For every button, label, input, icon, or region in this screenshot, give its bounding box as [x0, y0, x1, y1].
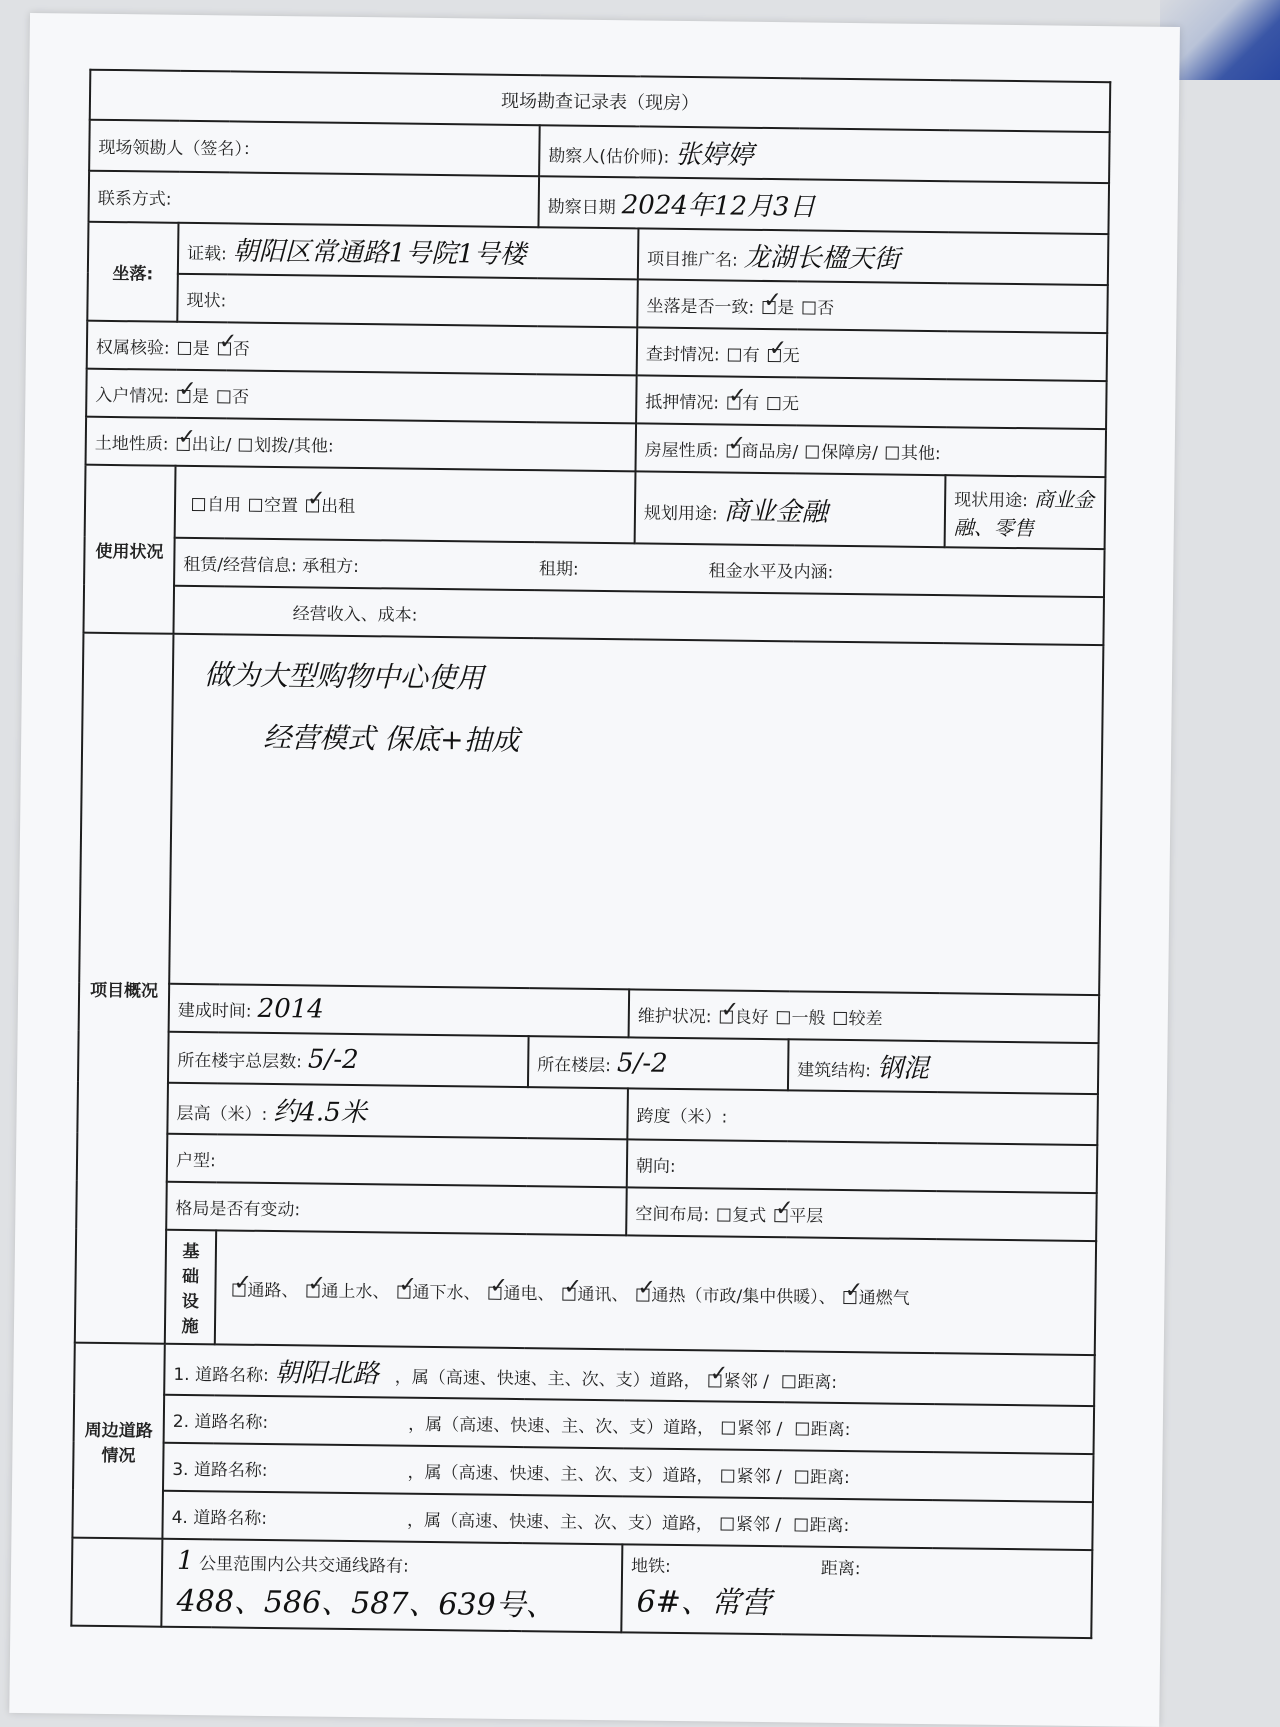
current-use-field[interactable]: 现状用途: 商业金融、零售: [945, 475, 1106, 549]
entry-field[interactable]: 入户情况:✓ 是 否: [86, 369, 637, 424]
usage-label: 使用状况: [83, 465, 175, 634]
mortgage-field[interactable]: 抵押情况:✓ 有 无: [636, 375, 1107, 429]
current-status-field[interactable]: 现状:: [177, 274, 638, 328]
mortgage-none-checkbox[interactable]: [767, 397, 780, 410]
form-title: 现场勘查记录表（现房）: [90, 70, 1111, 132]
subway-field[interactable]: 地铁: 距离: 6#、常营: [621, 1544, 1092, 1638]
floor-field[interactable]: 所在楼层: 5/-2: [528, 1036, 789, 1090]
planned-use-field[interactable]: 规划用途: 商业金融: [635, 471, 946, 547]
unit-type-field[interactable]: 户型:: [167, 1134, 628, 1188]
road-row[interactable]: 2. 道路名称: ，属（高速、快速、主、次、支）道路， 紧邻 / 距离:: [164, 1395, 1095, 1454]
lead-signature-field[interactable]: 现场领勘人（签名）：: [89, 120, 540, 176]
total-floors-field[interactable]: 所在楼宇总层数: 5/-2: [168, 1032, 529, 1087]
seal-field[interactable]: 查封情况: 有✓ 无: [637, 327, 1108, 381]
infra-drain-checkbox[interactable]: [397, 1285, 410, 1298]
transit-label-cell: [71, 1538, 162, 1627]
maint-poor-checkbox[interactable]: [833, 1011, 846, 1024]
infra-power-checkbox[interactable]: [488, 1286, 501, 1299]
maintenance-field[interactable]: 维护状况:✓ 良好 一般 较差: [629, 989, 1100, 1043]
contact-field[interactable]: 联系方式:: [88, 171, 539, 227]
layout-duplex-checkbox[interactable]: [717, 1208, 730, 1221]
survey-form-sheet: [9, 13, 1180, 1727]
ownership-yes-checkbox[interactable]: [178, 341, 191, 354]
house-other-checkbox[interactable]: [886, 446, 899, 459]
road3-adjacent-checkbox[interactable]: [722, 1469, 735, 1482]
structure-field[interactable]: 建筑结构: 钢混: [788, 1039, 1099, 1094]
house-nature-field[interactable]: 房屋性质:✓ 商品房/ 保障房/ 其他:: [635, 423, 1106, 477]
house-subsidized-checkbox[interactable]: [806, 445, 819, 458]
consistent-no-checkbox[interactable]: [802, 301, 815, 314]
maint-normal-checkbox[interactable]: [776, 1011, 789, 1024]
land-transfer-checkbox[interactable]: [176, 437, 189, 450]
span-field[interactable]: 跨度（米）:: [627, 1088, 1098, 1145]
road1-adjacent-checkbox[interactable]: [709, 1374, 722, 1387]
bus-lines-field[interactable]: 1 公里范围内公共交通线路有: 488、586、587、639号、: [161, 1539, 622, 1633]
road3-distance-checkbox[interactable]: [795, 1470, 808, 1483]
usage-vacant-checkbox[interactable]: [249, 498, 262, 511]
consistent-yes-checkbox[interactable]: [762, 300, 775, 313]
road-row[interactable]: 4. 道路名称: ，属（高速、快速、主、次、支）道路， 紧邻 / 距离:: [162, 1491, 1093, 1550]
house-commercial-checkbox[interactable]: [726, 444, 739, 457]
infra-gas-checkbox[interactable]: [844, 1291, 857, 1304]
road1-distance-checkbox[interactable]: [782, 1375, 795, 1388]
land-allocation-checkbox[interactable]: [239, 438, 252, 451]
infra-options[interactable]: ✓通路、✓ 通上水、✓ 通下水、✓ 通电、✓ 通讯、✓ 通热（市政/集中供暖）、✓ 通燃气: [215, 1230, 1096, 1355]
project-name-field[interactable]: 项目推广名: 龙湖长楹天街: [638, 228, 1109, 285]
infra-label: 基础设施: [165, 1230, 216, 1345]
seal-have-checkbox[interactable]: [728, 348, 741, 361]
usage-rented-checkbox[interactable]: [306, 499, 319, 512]
lease-info-field[interactable]: 租赁/经营信息: 承租方: 租期: 租金水平及内涵:: [174, 538, 1105, 597]
road-row[interactable]: 1. 道路名称: 朝阳北路 ，属（高速、快速、主、次、支）道路，✓ 紧邻 / 距离:: [164, 1344, 1095, 1406]
infra-telecom-checkbox[interactable]: [562, 1287, 575, 1300]
built-time-field[interactable]: 建成时间: 2014: [169, 984, 630, 1038]
overview-label: 项目概况: [75, 633, 174, 1344]
road2-distance-checkbox[interactable]: [796, 1422, 809, 1435]
seal-none-checkbox[interactable]: [768, 349, 781, 362]
ownership-no-checkbox[interactable]: [218, 342, 231, 355]
certificate-address-field[interactable]: 证载: 朝阳区常通路1号院1号楼: [178, 223, 639, 280]
layout-change-field[interactable]: 格局是否有变动:: [166, 1182, 627, 1236]
space-layout-field[interactable]: 空间布局: 复式✓ 平层: [626, 1187, 1097, 1241]
usage-self-checkbox[interactable]: [192, 497, 205, 510]
inspector-field[interactable]: 勘察人(估价师): 张婷婷: [539, 125, 1110, 183]
road2-adjacent-checkbox[interactable]: [722, 1421, 735, 1434]
location-consistency-field[interactable]: 坐落是否一致:✓ 是 否: [637, 279, 1108, 333]
survey-form: [70, 69, 1109, 1639]
mortgage-have-checkbox[interactable]: [727, 396, 740, 409]
usage-options[interactable]: 自用 空置✓ 出租: [175, 466, 636, 544]
infra-road-checkbox[interactable]: [232, 1283, 245, 1296]
orientation-field[interactable]: 朝向:: [627, 1139, 1098, 1193]
infra-water-checkbox[interactable]: [306, 1284, 319, 1297]
infra-heat-checkbox[interactable]: [636, 1288, 649, 1301]
income-field[interactable]: 经营收入、成本:: [173, 586, 1104, 645]
overview-notes[interactable]: 做为大型购物中心使用 经营模式 保底+抽成: [169, 634, 1103, 995]
road-row[interactable]: 3. 道路名称: ，属（高速、快速、主、次、支）道路， 紧邻 / 距离:: [163, 1443, 1094, 1502]
maint-good-checkbox[interactable]: [719, 1010, 732, 1023]
survey-date-field[interactable]: 勘察日期 2024年12月3日: [538, 176, 1109, 234]
roads-label: 周边道路情况: [72, 1343, 164, 1539]
floor-height-field[interactable]: 层高（米）: 约4.5米: [167, 1083, 628, 1140]
location-label: 坐落:: [87, 222, 178, 322]
land-nature-field[interactable]: 土地性质:✓ 出让/ 划拨/其他:: [86, 417, 637, 472]
entry-yes-checkbox[interactable]: [177, 389, 190, 402]
entry-no-checkbox[interactable]: [217, 390, 230, 403]
layout-flat-checkbox[interactable]: [774, 1209, 787, 1222]
ownership-field[interactable]: 权属核验: 是✓ 否: [87, 321, 638, 376]
road4-adjacent-checkbox[interactable]: [721, 1517, 734, 1530]
road4-distance-checkbox[interactable]: [794, 1518, 807, 1531]
